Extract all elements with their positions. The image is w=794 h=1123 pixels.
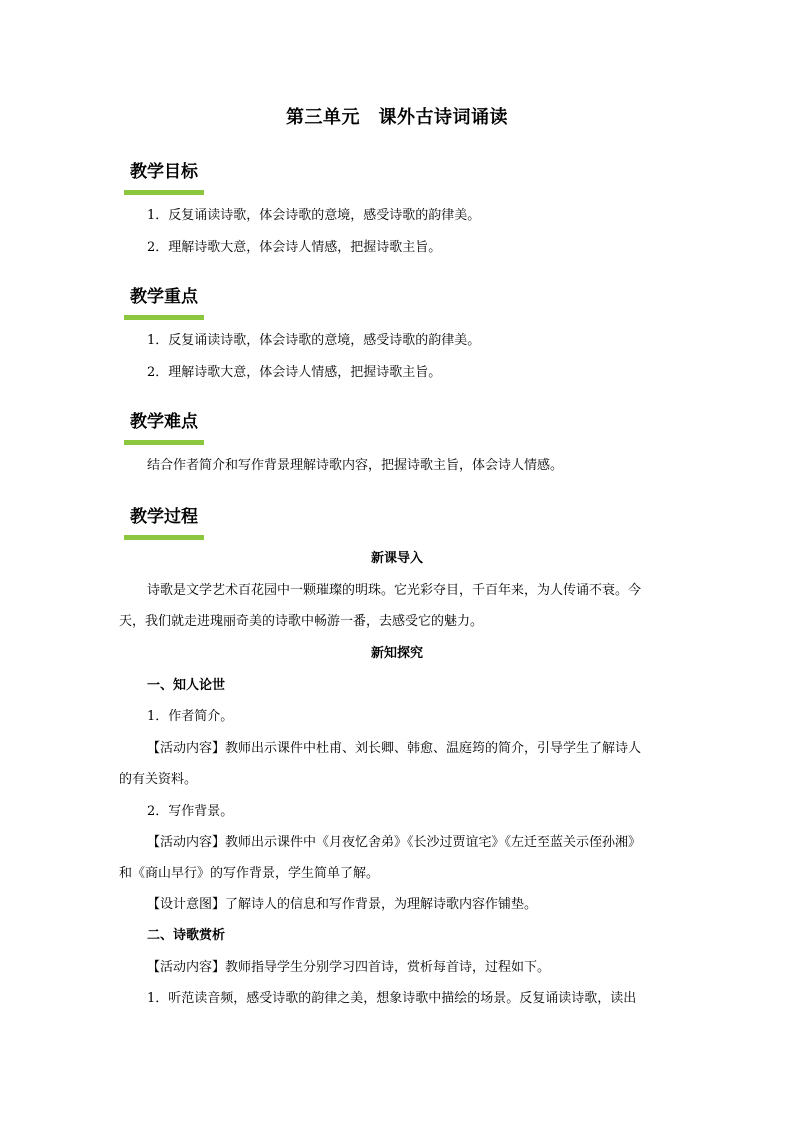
part2-step-1: 1．听范读音频，感受诗歌的韵律之美，想象诗歌中描绘的场景。反复诵读诗歌，读出 [147, 991, 637, 1006]
intro-heading: 新课导入 [370, 551, 423, 566]
part1-design-intent: 【设计意图】了解诗人的信息和写作背景，为理解诗歌内容作铺垫。 [147, 897, 538, 912]
section-heading-goals: 教学目标 [124, 160, 204, 195]
key-point-item-1: 1．反复诵读诗歌，体会诗歌的意境，感受诗歌的韵律美。 [147, 333, 481, 348]
explore-heading: 新知探究 [370, 646, 423, 661]
part1-activity2-line-1: 【活动内容】教师出示课件中《月夜忆舍弟》《长沙过贾谊宅》《左迁至蓝关示侄孙湘》 [147, 835, 642, 850]
goal-item-2: 2．理解诗歌大意，体会诗人情感，把握诗歌主旨。 [147, 240, 442, 255]
part1-title: 一、知人论世 [147, 678, 226, 693]
key-point-item-2: 2．理解诗歌大意，体会诗人情感，把握诗歌主旨。 [147, 365, 442, 380]
part2-title: 二、诗歌赏析 [147, 928, 226, 943]
part1-item-author: 1．作者简介。 [147, 709, 234, 724]
goal-item-1: 1．反复诵读诗歌，体会诗歌的意境，感受诗歌的韵律美。 [147, 208, 481, 223]
part1-activity2-line-2: 和《商山早行》的写作背景，学生简单了解。 [119, 866, 380, 881]
section-heading-key-points: 教学重点 [124, 285, 204, 320]
intro-paragraph-line-2: 天，我们就走进瑰丽奇美的诗歌中畅游一番，去感受它的魅力。 [119, 614, 484, 629]
part1-item-background: 2．写作背景。 [147, 804, 234, 819]
section-heading-difficulties: 教学难点 [124, 410, 204, 445]
part2-activity: 【活动内容】教师指导学生分别学习四首诗，赏析每首诗，过程如下。 [147, 960, 551, 975]
intro-paragraph-line-1: 诗歌是文学艺术百花园中一颗璀璨的明珠。它光彩夺目，千百年来，为人传诵不衰。今 [147, 583, 642, 598]
difficulty-text: 结合作者简介和写作背景理解诗歌内容，把握诗歌主旨，体会诗人情感。 [147, 458, 564, 473]
part1-activity1-line-1: 【活动内容】教师出示课件中杜甫、刘长卿、韩愈、温庭筠的简介，引导学生了解诗人 [147, 741, 642, 756]
section-heading-process: 教学过程 [124, 505, 204, 540]
part1-activity1-line-2: 的有关资料。 [119, 772, 198, 787]
document-title: 第三单元 课外古诗词诵读 [286, 107, 508, 128]
